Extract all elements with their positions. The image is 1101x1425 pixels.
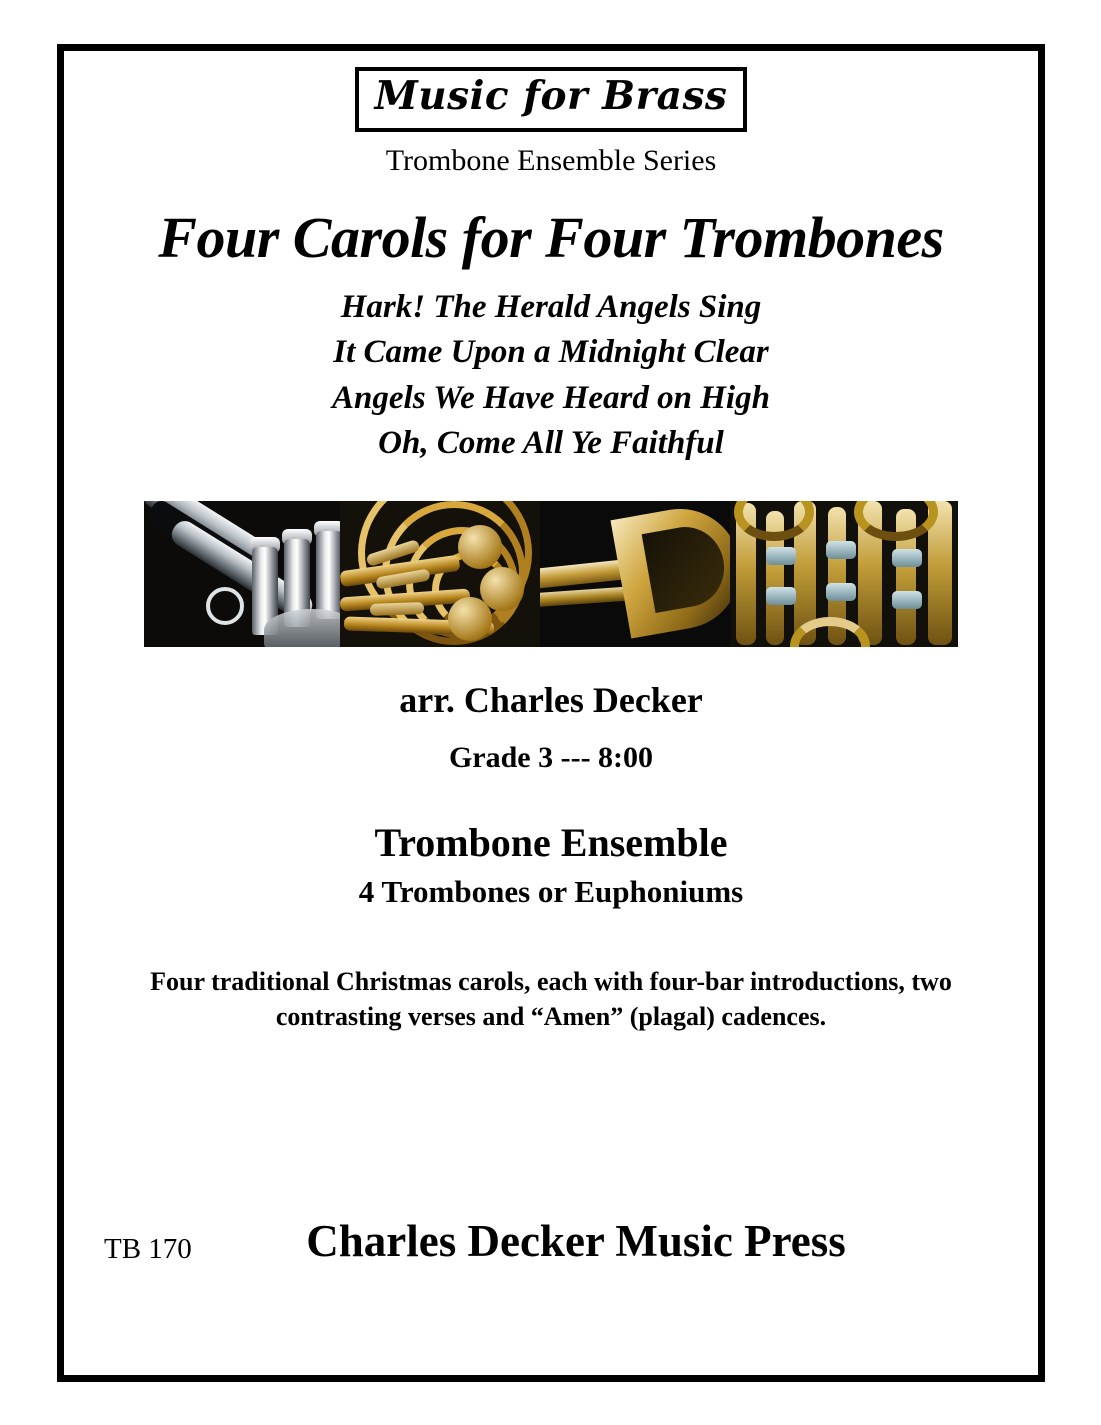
cover-content xyxy=(64,51,1038,1375)
series-subtitle: Trombone Ensemble Series xyxy=(385,143,717,177)
trombone-bell-photo xyxy=(540,501,730,647)
catalog-number: TB 170 xyxy=(104,1233,192,1265)
instrument-photo-strip xyxy=(144,501,958,647)
carol-list-item: Oh, Come All Ye Faithful xyxy=(378,425,724,462)
series-brand-box xyxy=(355,67,747,132)
page-title: Four Carols for Four Trombones xyxy=(158,204,944,270)
euphonium-valves-photo xyxy=(730,501,958,647)
carol-list xyxy=(64,285,1038,467)
instrumentation: 4 Trombones or Euphoniums xyxy=(358,874,744,910)
carol-list-item: It Came Upon a Midnight Clear xyxy=(333,334,769,371)
ensemble-name: Trombone Ensemble xyxy=(374,820,728,866)
description-text: Four traditional Christmas carols, each with four-bar introductions, two contrasting verses and “Amen” (plagal) cadences. xyxy=(150,967,952,1032)
page-footer xyxy=(64,1215,1038,1285)
series-brand-text: Music for Brass xyxy=(374,73,728,119)
grade-duration: Grade 3 --- 8:00 xyxy=(448,741,654,775)
french-horn-photo xyxy=(340,501,540,647)
carol-list-item: Hark! The Herald Angels Sing xyxy=(340,288,762,325)
carol-list-item: Angels We Have Heard on High xyxy=(332,379,770,416)
publisher-name: Charles Decker Music Press xyxy=(306,1216,846,1266)
arranger-credit: arr. Charles Decker xyxy=(399,680,703,721)
trumpet-valves-photo xyxy=(144,501,340,647)
